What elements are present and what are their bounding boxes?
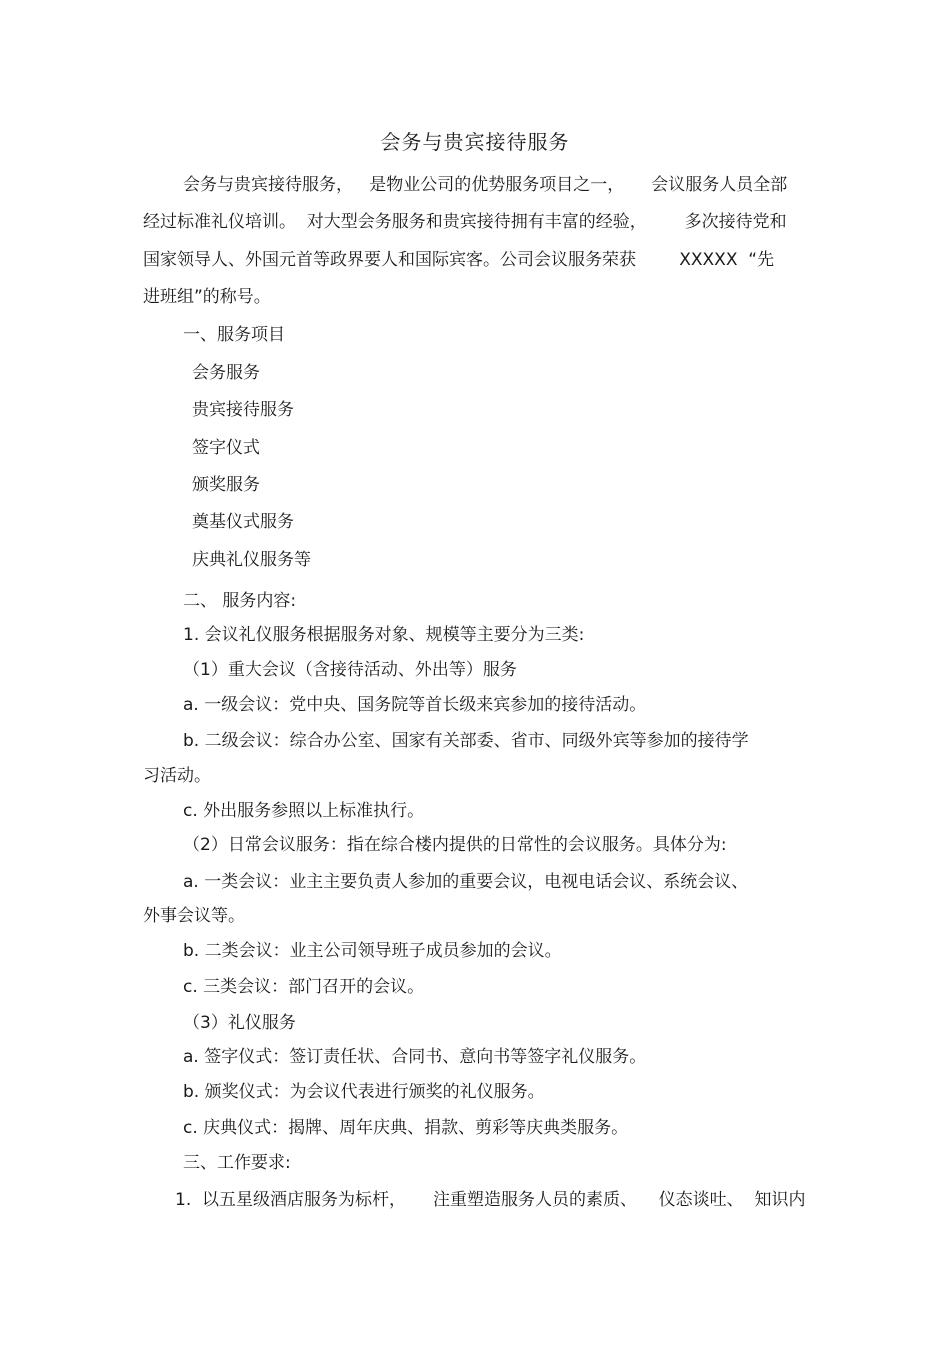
part3-item-a: a. 签字仪式：签订责任状、合同书、意向书等签字礼仪服务。 [183, 1047, 647, 1067]
service-item: 奠基仪式服务 [192, 512, 294, 532]
section2-heading: 二、 服务内容: [183, 591, 297, 611]
part2-item-a-line1: a. 一类会议：业主主要负责人参加的重要会议，电视电话会议、系统会议、 [183, 872, 749, 892]
part2-item-a-line2: 外事会议等。 [143, 906, 245, 926]
part1-item-b-line1: b. 二级会议：综合办公室、国家有关部委、省市、同级外宾等参加的接待学 [183, 731, 749, 751]
document-title: 会务与贵宾接待服务 [380, 130, 570, 154]
service-item: 贵宾接待服务 [192, 400, 294, 420]
part2-heading: （2）日常会议服务：指在综合楼内提供的日常性的会议服务。具体分为: [183, 835, 727, 855]
intro-line-2: 经过标准礼仪培训。 对大型会务服务和贵宾接待拥有丰富的经验， 多次接待党和 [143, 212, 787, 232]
intro-line-3: 国家领导人、外国元首等政界要人和国际宾客。公司会议服务荣获 XXXXX “先 [143, 250, 775, 270]
intro-line-4: 进班组”的称号。 [143, 287, 271, 307]
part1-heading: （1）重大会议（含接待活动、外出等）服务 [183, 660, 517, 680]
part2-item-b: b. 二类会议：业主公司领导班子成员参加的会议。 [183, 941, 562, 961]
part3-item-b: b. 颁奖仪式：为会议代表进行颁奖的礼仪服务。 [183, 1082, 545, 1102]
part1-item-a: a. 一级会议：党中央、国务院等首长级来宾参加的接待活动。 [183, 695, 647, 715]
part3-heading: （3）礼仪服务 [183, 1013, 296, 1033]
service-item: 颁奖服务 [192, 475, 260, 495]
service-item: 庆典礼仪服务等 [192, 550, 311, 570]
intro-line-1: 会务与贵宾接待服务， 是物业公司的优势服务项目之一， 会议服务人员全部 [183, 175, 788, 195]
part3-item-c: c. 庆典仪式：揭牌、周年庆典、捐款、剪彩等庆典类服务。 [183, 1118, 629, 1138]
part2-item-c: c. 三类会议：部门召开的会议。 [183, 977, 425, 997]
section2-sub1: 1. 会议礼仪服务根据服务对象、规模等主要分为三类: [183, 625, 585, 645]
service-item: 会务服务 [192, 363, 260, 383]
section1-heading: 一、服务项目 [183, 325, 285, 345]
service-item: 签字仪式 [192, 438, 260, 458]
part1-item-b-line2: 习活动。 [143, 766, 211, 786]
part1-item-c: c. 外出服务参照以上标准执行。 [183, 801, 425, 821]
section3-item-1: 1. 以五星级酒店服务为标杆， 注重塑造服务人员的素质、 仪态谈吐、 知识内 [175, 1190, 806, 1210]
section3-heading: 三、工作要求: [183, 1153, 291, 1173]
